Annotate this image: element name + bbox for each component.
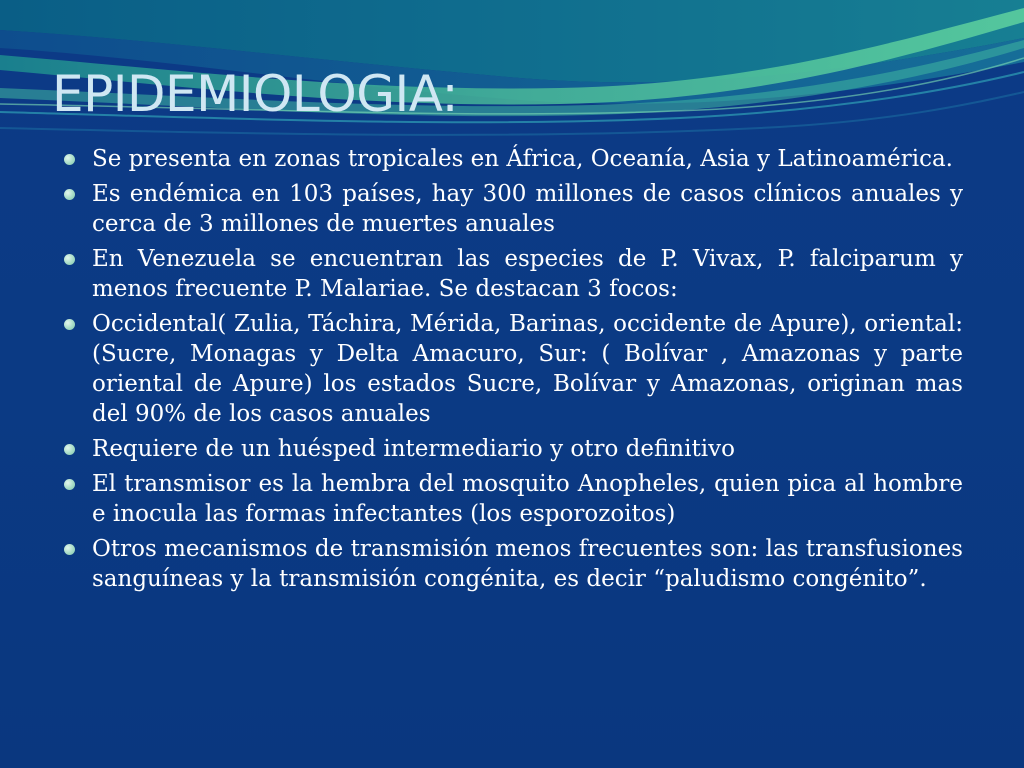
bullet-item (92, 434, 963, 464)
bullet-text: Es endémica en 103 países, hay 300 millones de casos clínicos anuales y cerca de 3 millones de muertes anuales (92, 181, 963, 237)
bullet-dot-icon (64, 544, 75, 555)
bullet-item (92, 244, 963, 304)
bullet-dot-icon (64, 254, 75, 265)
bullet-dot-icon (64, 479, 75, 490)
bullet-text: Se presenta en zonas tropicales en África, Oceanía, Asia y Latinoamérica. (92, 146, 953, 172)
slide-title: EPIDEMIOLOGIA: (52, 65, 458, 123)
bullet-text: El transmisor es la hembra del mosquito Anopheles, quien pica al hombre e inocula las formas infectantes (los esporozoitos) (92, 471, 963, 527)
bullet-list (92, 144, 963, 599)
bullet-text: Requiere de un huésped intermediario y otro definitivo (92, 436, 735, 462)
bullet-item (92, 179, 963, 239)
bullet-item (92, 309, 963, 429)
bullet-text: En Venezuela se encuentran las especies de P. Vivax, P. falciparum y menos frecuente P. Malariae. Se destacan 3 focos: (92, 246, 963, 302)
bullet-text: Otros mecanismos de transmisión menos frecuentes son: las transfusiones sanguíneas y la transmisión congénita, es decir “paludismo congénito”. (92, 536, 963, 592)
bullet-item (92, 534, 963, 594)
bullet-dot-icon (64, 189, 75, 200)
bullet-dot-icon (64, 154, 75, 165)
bullet-dot-icon (64, 444, 75, 455)
bullet-dot-icon (64, 319, 75, 330)
bullet-item (92, 144, 963, 174)
bullet-item (92, 469, 963, 529)
bullet-text: Occidental( Zulia, Táchira, Mérida, Barinas, occidente de Apure), oriental: (Sucre, Monagas y Delta Amacuro, Sur: ( Bolívar , Amazonas y parte oriental de Apure) los estados Sucre, Bolívar y Amazonas, originan mas del 90% de los casos anuales (92, 311, 963, 427)
